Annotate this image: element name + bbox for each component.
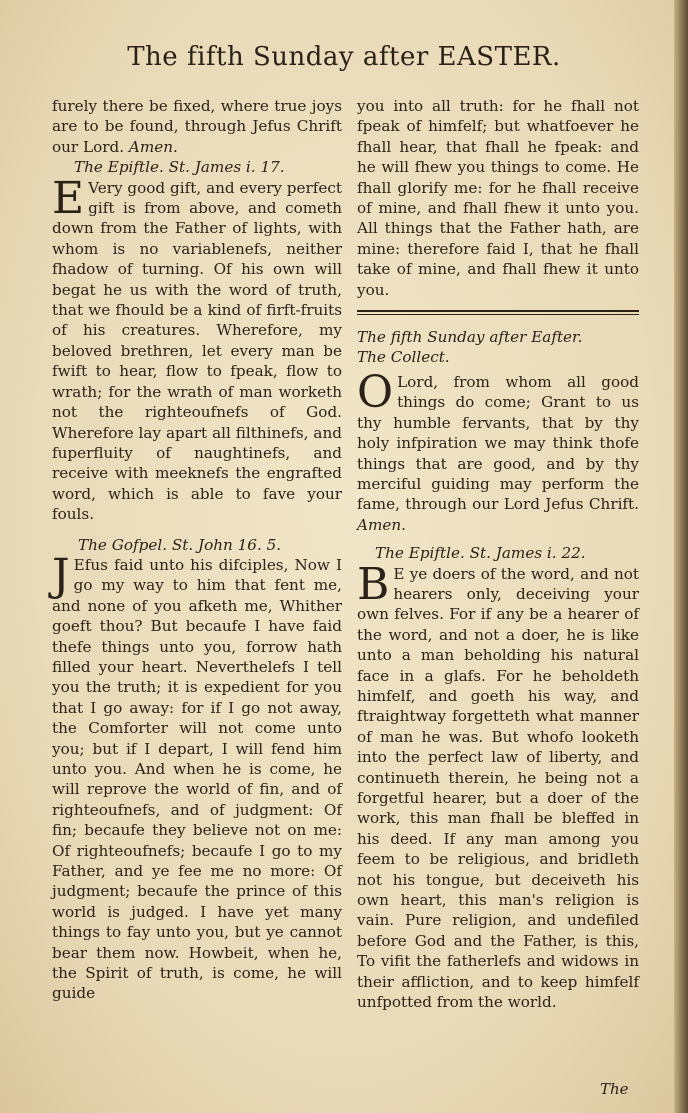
collect-amen: Amen. xyxy=(128,137,178,156)
section-rule xyxy=(357,310,639,315)
gospel-body: Efus faid unto his difciples, Now I go my way to him that fent me, and none of you afketh me, Whither goeft thou? But becaufe I have faid thefe things unto you, forrow hath filled your heart. Neverthelefs I tell you the truth; it is expedient for you that I go away: for if I go not away, the Comforter will not come unto you; but if I depart, I will fend him unto you. And when he is come, he will reprove the world of fin, and of righteoufnefs, and of judgment: Of fin; becaufe they believe not on me: Of righteoufnefs; becaufe I go to my Father, and ye fee me no more: Of judgment; becaufe the prince of this world is judged. I have yet many things to fay unto you, but ye cannot bear them now. Howbeit, when he, the Spirit of truth, is come, he will guide xyxy=(52,555,342,1003)
gospel-initial: J xyxy=(52,549,70,601)
catchword: The xyxy=(600,1080,629,1098)
collect-tail-text: furely there be fixed, where true joys are to be found, through Jefus Chrift our Lord. xyxy=(52,97,342,156)
gospel-heading: The Gofpel. St. John 16. 5. xyxy=(78,535,282,554)
sunday-heading: The fifth Sunday after Eafter. xyxy=(357,328,583,347)
collect-body: Lord, from whom all good things do come; Grant to us thy humble fervants, that by thy holy infpiration we may think thofe things that are good, and by thy merciful guiding may perform the fame, through our Lord Jefus Chrift. xyxy=(357,372,639,514)
gospel-continued: you into all truth: for he fhall not fpeak of himfelf; but whatfoever he fhall hear, that fhall he fpeak: and he will fhew you things to come. He fhall glorify me: for he fhall receive of mine, and fhall fhew it unto you. All things that the Father hath, are mine: therefore faid I, that he fhall take of mine, and fhall fhew it unto you. xyxy=(357,97,639,299)
epistle-text-right xyxy=(357,558,639,1013)
epistle-initial: E xyxy=(52,172,85,224)
epistle-heading: The Epiftle. St. James i. 17. xyxy=(74,158,285,177)
running-head: The fifth Sunday after EASTER. xyxy=(127,42,561,72)
epistle-text xyxy=(52,172,342,525)
right-column xyxy=(357,96,639,1012)
collect-heading: The Collect. xyxy=(357,348,450,367)
collect-initial: O xyxy=(357,366,394,418)
collect-tail xyxy=(52,96,342,157)
epistle-body: Very good gift, and every perfect gift is from above, and cometh down from the Father of lights, with whom is no variablenefs, neither fhadow of turning. Of his own will begat he us with the word of truth, that we fhould be a kind of firft-fruits of his creatures. Wherefore, my beloved brethren, let every man be fwift to hear, flow to fpeak, flow to wrath; for the wrath of man worketh not the righteoufnefs of God. Wherefore lay apart all filthinefs, and fuperfluity of naughtinefs, and receive with meeknefs the engrafted word, which is able to fave your fouls. xyxy=(52,178,342,524)
collect-amen-right: Amen. xyxy=(357,515,406,534)
collect-text xyxy=(357,366,639,535)
page-edge-shadow xyxy=(674,0,688,1113)
left-column xyxy=(52,96,342,1004)
epistle-heading-right: The Epiftle. St. James i. 22. xyxy=(375,544,586,563)
epistle-initial-right: B xyxy=(357,558,390,610)
epistle-body-right: E ye doers of the word, and not hearers only, deceiving your own felves. For if any be a hearer of the word, and not a doer, he is like unto a man beholding his natural face in a glafs. For he beholdeth himfelf, and goeth his way, and ftraightway forgetteth what manner of man he was. But whofo looketh into the perfect law of liberty, and continueth therein, he being not a forgetful hearer, but a doer of the work, this man fhall be bleffed in his deed. If any man among you feem to be religious, and bridleth not his tongue, but deceiveth his own heart, this man's religion is vain. Pure religion, and undefiled before God and the Father, is this, To vifit the fatherlefs and widows in their affliction, and to keep himfelf unfpotted from the world. xyxy=(357,564,639,1012)
gospel-text xyxy=(52,549,342,1004)
